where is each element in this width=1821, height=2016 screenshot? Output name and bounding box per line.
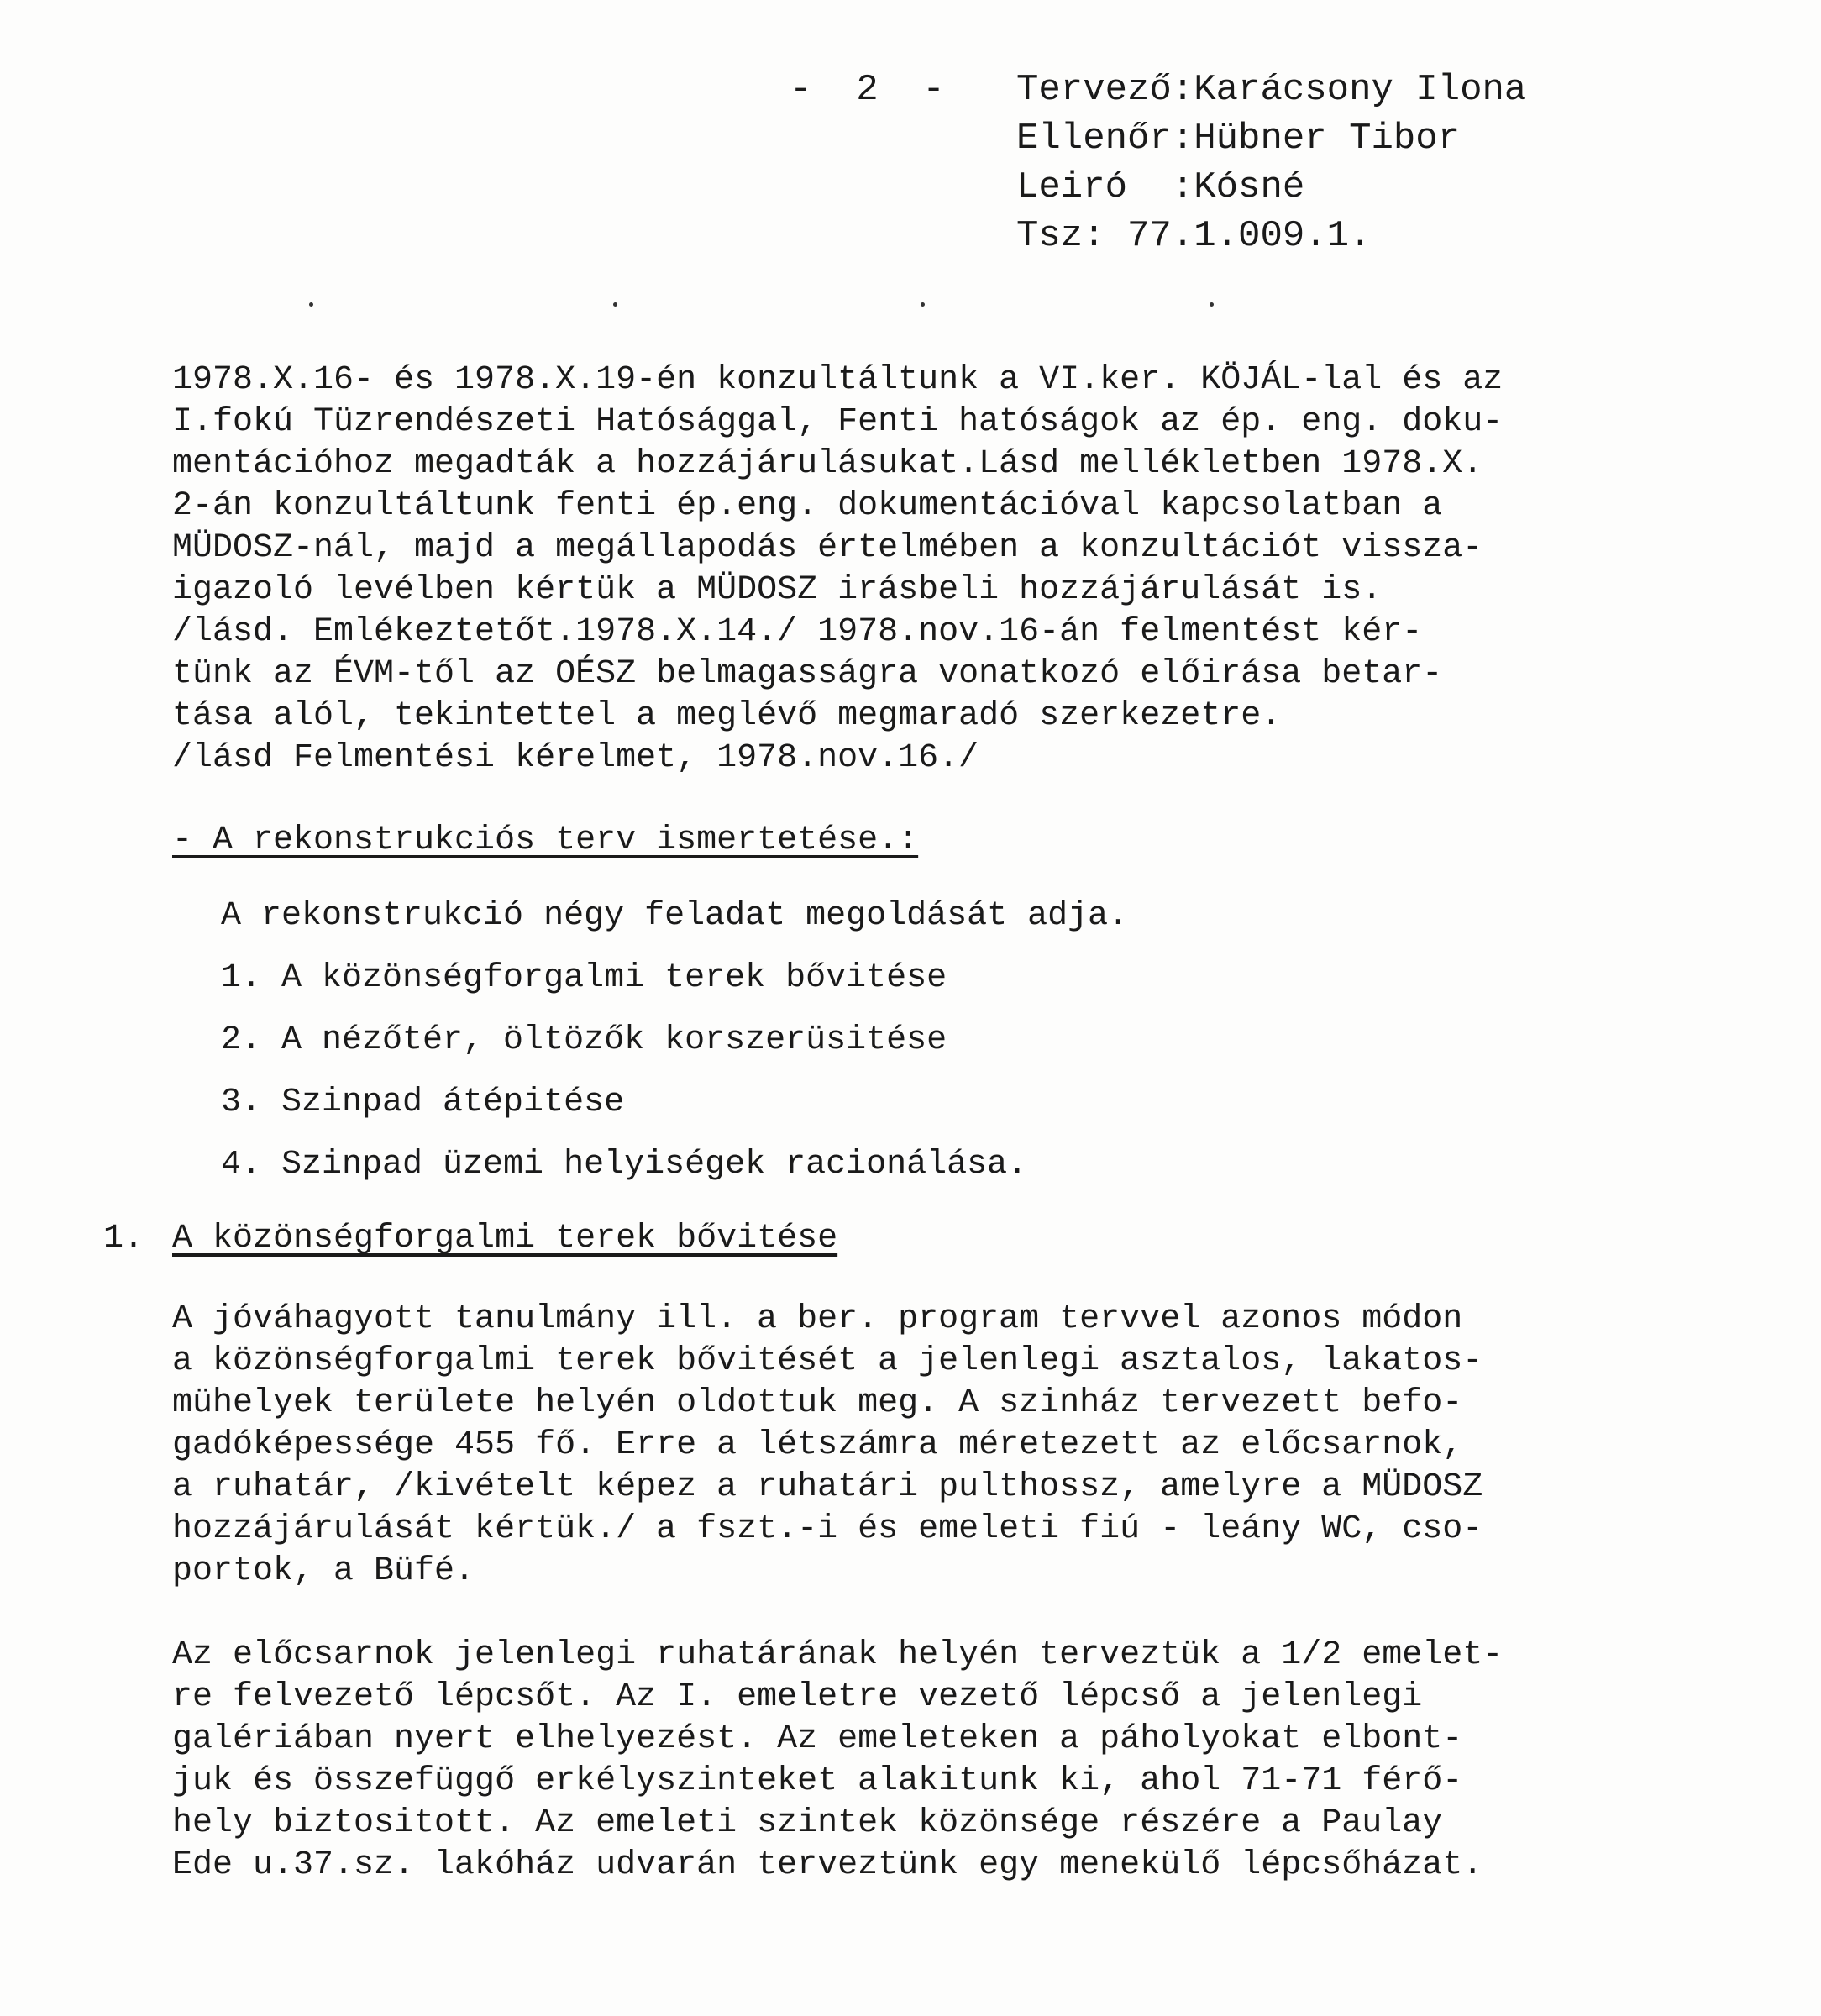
intro-paragraph — [172, 360, 1684, 780]
text-line: Ede u.37.sz. lakóház udvarán terveztünk egy menekülő lépcsőházat. — [172, 1846, 1483, 1884]
header-value: Hübner Tibor — [1194, 118, 1461, 160]
text-line: gadóképessége 455 fő. Erre a létszámra méretezett az előcsarnok, — [172, 1426, 1463, 1464]
text-line: galériában nyert elhelyezést. Az emeleteken a páholyokat elbont- — [172, 1720, 1463, 1758]
text-line: /lásd. Emlékeztetőt.1978.X.14./ 1978.nov.16-án felmentést kér- — [172, 613, 1423, 651]
task-list-intro: A rekonstrukció négy feladat megoldását adja. — [221, 897, 1129, 935]
divider-dot — [921, 302, 925, 307]
text-line: I.fokú Tüzrendészeti Hatósággal, Fenti hatóságok az ép. eng. doku- — [172, 403, 1504, 441]
task-list-item: 3. Szinpad átépitése — [221, 1084, 625, 1121]
text-line: A jóváhagyott tanulmány ill. a ber. program tervvel azonos módon — [172, 1300, 1463, 1338]
header-separator: : — [1171, 118, 1194, 160]
text-line: juk és összefüggő erkélyszinteket alakitunk ki, ahol 71-71 férő- — [172, 1762, 1463, 1800]
task-list — [221, 885, 1684, 1196]
text-line: Az előcsarnok jelenlegi ruhatárának helyén terveztük a 1/2 emelet- — [172, 1636, 1504, 1674]
header-separator: : — [1171, 166, 1194, 208]
divider-dot — [1210, 302, 1214, 307]
header-row-designer — [1016, 66, 1526, 114]
task-list-item: 2. A nézőtér, öltözők korszerüsitése — [221, 1021, 947, 1059]
text-line: mentációhoz megadták a hozzájárulásukat.Lásd mellékletben 1978.X. — [172, 445, 1483, 483]
header-label: Leiró — [1016, 166, 1128, 208]
header-row-tsz — [1016, 212, 1526, 260]
page-number: - 2 - — [790, 69, 945, 111]
text-line: MÜDOSZ-nál, majd a megállapodás értelmében a konzultációt vissza- — [172, 529, 1483, 567]
header-separator: : — [1171, 69, 1194, 111]
header-value: Kósné — [1194, 166, 1305, 208]
paragraph-lobby-stairs — [172, 1635, 1684, 1887]
paragraph-public-areas — [172, 1299, 1684, 1593]
text-line: tünk az ÉVM-től az OÉSZ belmagasságra vonatkozó előirása betar- — [172, 655, 1443, 693]
subsection-heading — [103, 1218, 1684, 1260]
header-row-checker — [1016, 114, 1526, 163]
header-label: Tervező — [1016, 69, 1172, 111]
task-list-item: 4. Szinpad üzemi helyiségek racionálása. — [221, 1146, 1028, 1184]
text-line: a közönségforgalmi terek bővitését a jelenlegi asztalos, lakatos- — [172, 1342, 1483, 1380]
text-line: a ruhatár, /kivételt képez a ruhatári pulthossz, amelyre a MÜDOSZ — [172, 1468, 1483, 1506]
header-row-typist — [1016, 163, 1526, 212]
task-list-item: 1. A közönségforgalmi terek bővitése — [221, 959, 947, 997]
header-tsz: Tsz: 77.1.009.1. — [1016, 215, 1372, 257]
text-line: mühelyek területe helyén oldottuk meg. A szinház tervezett befo- — [172, 1384, 1463, 1422]
section-heading: - A rekonstrukciós terv ismertetése.: — [172, 822, 919, 859]
subsection-number: 1. — [103, 1220, 144, 1257]
text-line: 1978.X.16- és 1978.X.19-én konzultáltunk a VI.ker. KÖJÁL-lal és az — [172, 361, 1504, 399]
text-line: portok, a Büfé. — [172, 1552, 475, 1590]
text-line: hozzájárulását kértük./ a fszt.-i és emeleti fiú - leány WC, cso- — [172, 1510, 1483, 1548]
dotted-divider — [309, 302, 1233, 319]
subsection-title: A közönségforgalmi terek bővitése — [172, 1220, 838, 1257]
text-line: hely biztositott. Az emeleti szintek közönsége részére a Paulay — [172, 1804, 1443, 1842]
document-body — [103, 360, 1684, 1887]
text-line: tása alól, tekintettel a meglévő megmaradó szerkezetre. — [172, 697, 1282, 735]
text-line: igazoló levélben kértük a MÜDOSZ irásbeli hozzájárulását is. — [172, 571, 1383, 609]
divider-dot — [309, 302, 313, 307]
header-info-table — [1016, 66, 1526, 260]
header-value: Karácsony Ilona — [1194, 69, 1527, 111]
text-line: re felvezető lépcsőt. Az I. emeletre vezető lépcső a jelenlegi — [172, 1678, 1423, 1716]
divider-dot — [613, 302, 617, 307]
text-line: 2-án konzultáltunk fenti ép.eng. dokumentációval kapcsolatban a — [172, 487, 1443, 525]
text-line: /lásd Felmentési kérelmet, 1978.nov.16./ — [172, 739, 979, 777]
header-label: Ellenőr — [1016, 118, 1172, 160]
